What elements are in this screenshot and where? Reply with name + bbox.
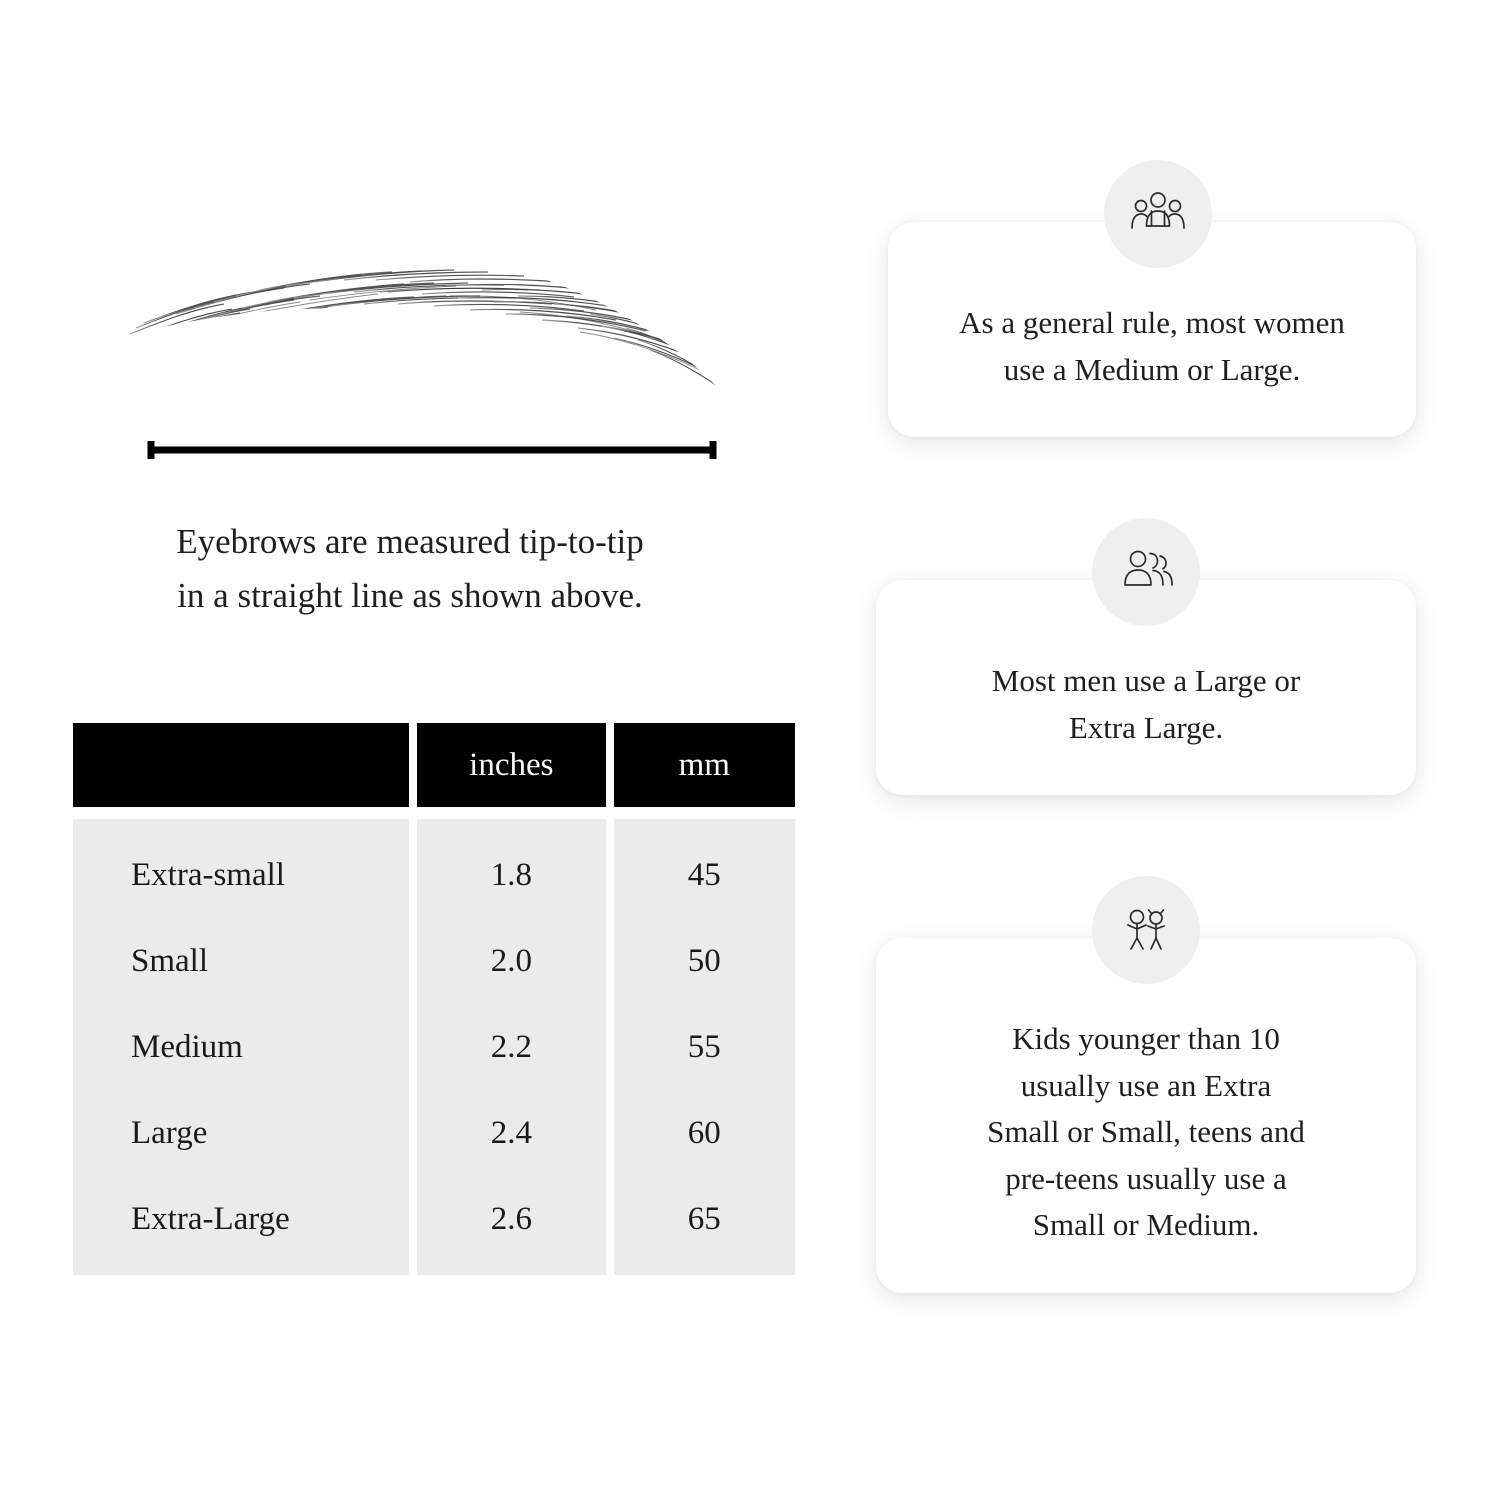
tip-card-kids-body <box>876 938 1416 1293</box>
size-chart-table <box>73 723 795 1275</box>
table-row <box>73 1176 795 1275</box>
tip-line: Small or Small, teens and <box>987 1114 1305 1149</box>
cell-mm: 50 <box>614 918 795 1004</box>
tip-line: Kids younger than 10 <box>1012 1021 1280 1056</box>
column-header-mm: mm <box>614 723 795 819</box>
table-header-row <box>73 723 795 819</box>
right-column <box>860 0 1500 1500</box>
cell-size: Large <box>73 1090 417 1176</box>
tip-line: use a Medium or Large. <box>1003 351 1301 387</box>
cell-size: Extra-Large <box>73 1176 417 1275</box>
tip-line: As a general rule, most women <box>959 305 1345 340</box>
tip-card-men <box>876 580 1416 795</box>
cell-mm: 65 <box>614 1176 795 1275</box>
cell-size: Extra-small <box>73 819 417 918</box>
tip-line: Most men use a Large or <box>991 663 1301 698</box>
cell-mm: 45 <box>614 819 795 918</box>
cell-inches: 2.4 <box>417 1090 613 1176</box>
kids-icon <box>1092 876 1200 984</box>
table-row <box>73 1090 795 1176</box>
men-group-icon <box>1092 518 1200 626</box>
cell-size: Medium <box>73 1004 417 1090</box>
women-group-icon <box>1104 160 1212 268</box>
eyebrow-illustration <box>120 230 740 415</box>
column-header-size <box>73 723 417 819</box>
cell-inches: 2.0 <box>417 918 613 1004</box>
tip-to-tip-measurement-bar <box>147 438 717 462</box>
cell-inches: 2.2 <box>417 1004 613 1090</box>
tip-card-kids <box>876 938 1416 1293</box>
table-row <box>73 918 795 1004</box>
cell-inches: 2.6 <box>417 1176 613 1275</box>
cell-mm: 60 <box>614 1090 795 1176</box>
table-row <box>73 1004 795 1090</box>
caption-line-1: Eyebrows are measured tip-to-tip <box>176 522 644 561</box>
column-header-inches: inches <box>417 723 613 819</box>
tip-line: Extra Large. <box>1068 709 1224 745</box>
caption-line-2: in a straight line as shown above. <box>177 576 643 616</box>
figure-caption <box>80 515 740 624</box>
cell-inches: 1.8 <box>417 819 613 918</box>
table-row <box>73 819 795 918</box>
eyebrow-figure <box>120 230 740 480</box>
cell-size: Small <box>73 918 417 1004</box>
cell-mm: 55 <box>614 1004 795 1090</box>
tip-card-women <box>888 222 1428 437</box>
tip-line: usually use an Extra <box>1020 1067 1272 1103</box>
tip-line: Small or Medium. <box>1032 1207 1260 1242</box>
tip-line: pre-teens usually use a <box>1005 1160 1287 1196</box>
